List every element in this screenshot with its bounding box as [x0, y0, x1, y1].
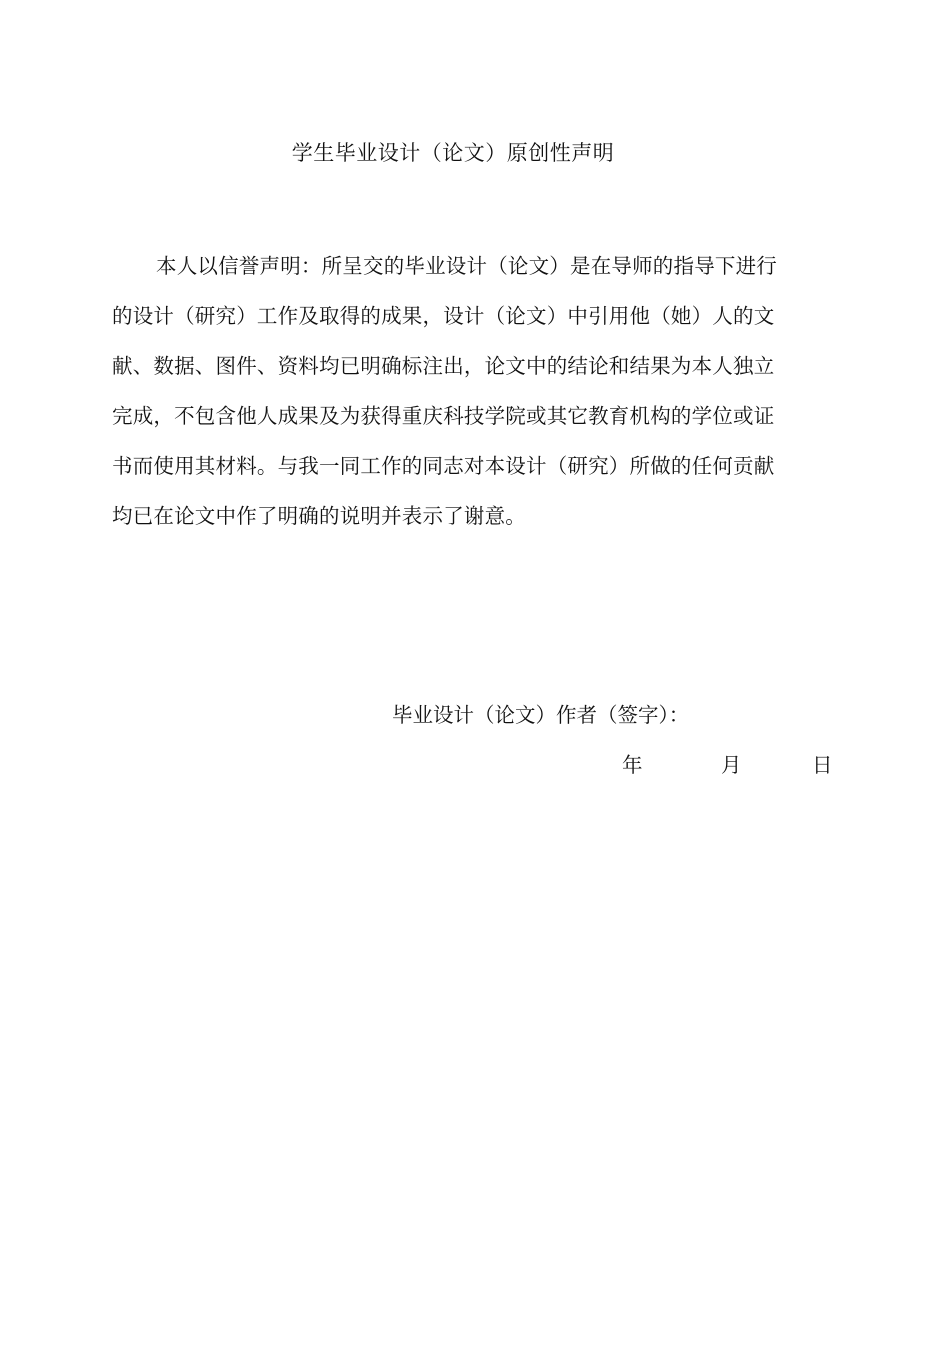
declaration-paragraph: [112, 248, 802, 548]
author-signature-label: 毕业设计（论文）作者（签字）：: [392, 703, 690, 727]
paragraph-line: 书而使用其材料。与我一同工作的同志对本设计（研究）所做的任何贡献: [112, 454, 775, 478]
paragraph-line: 均已在论文中作了明确的说明并表示了谢意。: [112, 504, 526, 528]
paragraph-line: 献、数据、图件、资料均已明确标注出，论文中的结论和结果为本人独立: [112, 354, 775, 378]
document-title: 学生毕业设计（论文）原创性声明: [291, 141, 615, 165]
paragraph-line: 的设计（研究）工作及取得的成果，设计（论文）中引用他（她）人的文: [112, 304, 775, 328]
date-month-label: 月: [721, 753, 742, 777]
date-day-label: 日: [812, 753, 833, 777]
paragraph-line: 本人以信誉声明：所呈交的毕业设计（论文）是在导师的指导下进行: [156, 254, 777, 278]
date-year-label: 年: [622, 753, 643, 777]
paragraph-line: 完成，不包含他人成果及为获得重庆科技学院或其它教育机构的学位或证: [112, 404, 775, 428]
